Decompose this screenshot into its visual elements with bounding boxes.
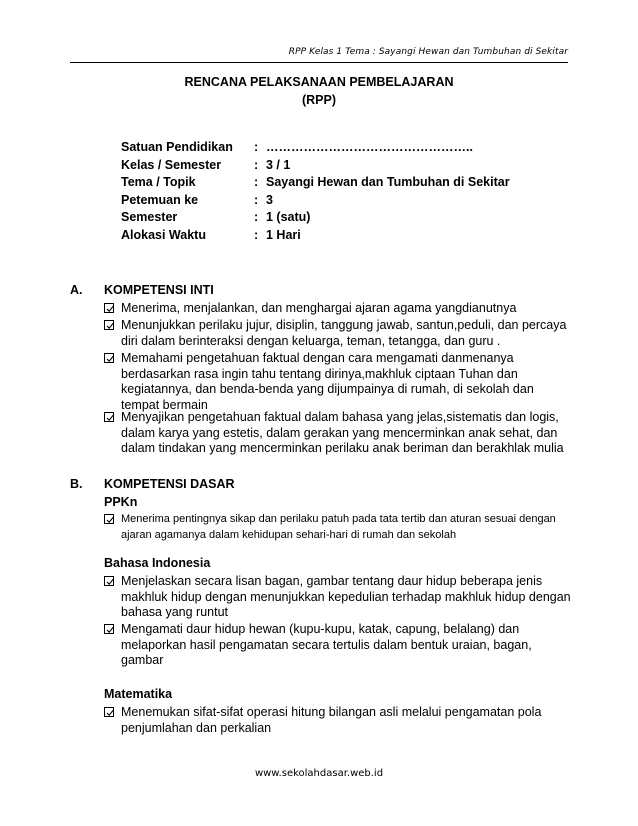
section-title: KOMPETENSI INTI (104, 283, 214, 297)
identity-value: ………………………………………….. (266, 140, 473, 154)
identity-label: Petemuan ke (121, 192, 199, 207)
identity-label: Kelas / Semester (121, 157, 222, 172)
identity-value: 1 Hari (266, 227, 301, 242)
checkbox-icon (104, 707, 114, 717)
checkbox-icon (104, 514, 114, 524)
header-rule (70, 62, 568, 63)
checkbox-icon (104, 303, 114, 313)
list-item (104, 622, 572, 669)
section-letter: B. (70, 477, 83, 491)
identity-value: 3 (266, 192, 273, 207)
list-item (104, 512, 572, 543)
section-letter: A. (70, 283, 83, 297)
list-item-text: Menerima, menjalankan, dan menghargai ajaran agama yangdianutnya (121, 301, 517, 315)
identity-label: Tema / Topik (121, 175, 196, 189)
identity-colon: : (254, 175, 259, 189)
checkbox-icon (104, 320, 114, 330)
identity-value: Sayangi Hewan dan Tumbuhan di Sekitar (266, 175, 510, 189)
identity-value: 3 / 1 (266, 157, 291, 172)
identity-label: Semester (121, 210, 178, 224)
list-item-text: Menemukan sifat-sifat operasi hitung bilangan asli melalui pengamatan pola penjumlahan dan perkalian (121, 705, 542, 735)
checkbox-icon (104, 576, 114, 586)
footer-url: www.sekolahdasar.web.id (254, 768, 384, 779)
checkbox-icon (104, 353, 114, 363)
list-item (104, 705, 572, 736)
list-item (104, 410, 572, 457)
subject-title-ppkn: PPKn (104, 495, 138, 509)
document-title: RENCANA PELAKSANAAN PEMBELAJARAN (184, 75, 454, 89)
identity-colon: : (254, 157, 259, 172)
list-item-text: Mengamati daur hidup hewan (kupu-kupu, katak, capung, belalang) dan melaporkan hasil pengamatan secara tertulis dalam bentuk uraian, bagan, gambar (121, 622, 532, 667)
identity-colon: : (254, 210, 259, 224)
identity-value: 1 (satu) (266, 210, 311, 224)
list-item-text: Memahami pengetahuan faktual dengan cara mengamati danmenanya berdasarkan rasa ingin tahu tentang dirinya,makhluk ciptaan Tuhan dan kegiatannya, dan benda-benda yang dijumpainya di rumah, di sekolah dan tempat bermain (121, 351, 534, 412)
list-item (104, 301, 572, 317)
checkbox-icon (104, 412, 114, 422)
identity-colon: : (254, 192, 259, 207)
checkbox-icon (104, 624, 114, 634)
identity-colon: : (254, 227, 259, 242)
identity-label: Satuan Pendidikan (121, 140, 233, 154)
identity-colon: : (254, 140, 259, 154)
list-item-text: Menerima pentingnya sikap dan perilaku patuh pada tata tertib dan aturan sesuai dengan ajaran agamanya dalam kehidupan sehari-hari di rumah dan sekolah (121, 513, 556, 541)
list-item-text: Menjelaskan secara lisan bagan, gambar tentang daur hidup beberapa jenis makhluk hidup dengan menunjukkan kepedulian terhadap makhluk hidup dengan bahasa yang runtut (121, 574, 571, 619)
running-header: RPP Kelas 1 Tema : Sayangi Hewan dan Tumbuhan di Sekitar (288, 47, 568, 57)
list-item-text: Menunjukkan perilaku jujur, disiplin, tanggung jawab, santun,peduli, dan percaya diri dalam berinteraksi dengan keluarga, teman, tetangga, dan guru . (121, 318, 567, 348)
document-subtitle: (RPP) (301, 93, 337, 107)
subject-title-matematika: Matematika (104, 687, 173, 701)
identity-label: Alokasi Waktu (121, 227, 206, 242)
section-title: KOMPETENSI DASAR (104, 477, 235, 491)
list-item (104, 351, 572, 413)
list-item (104, 574, 572, 621)
list-item-text: Menyajikan pengetahuan faktual dalam bahasa yang jelas,sistematis dan logis, dalam karya yang estetis, dalam gerakan yang mencerminkan anak sehat, dan dalam tindakan yang mencerminkan perilaku anak beriman dan berakhlak mulia (121, 410, 564, 455)
subject-title-bahasa: Bahasa Indonesia (104, 556, 211, 570)
list-item (104, 318, 572, 349)
